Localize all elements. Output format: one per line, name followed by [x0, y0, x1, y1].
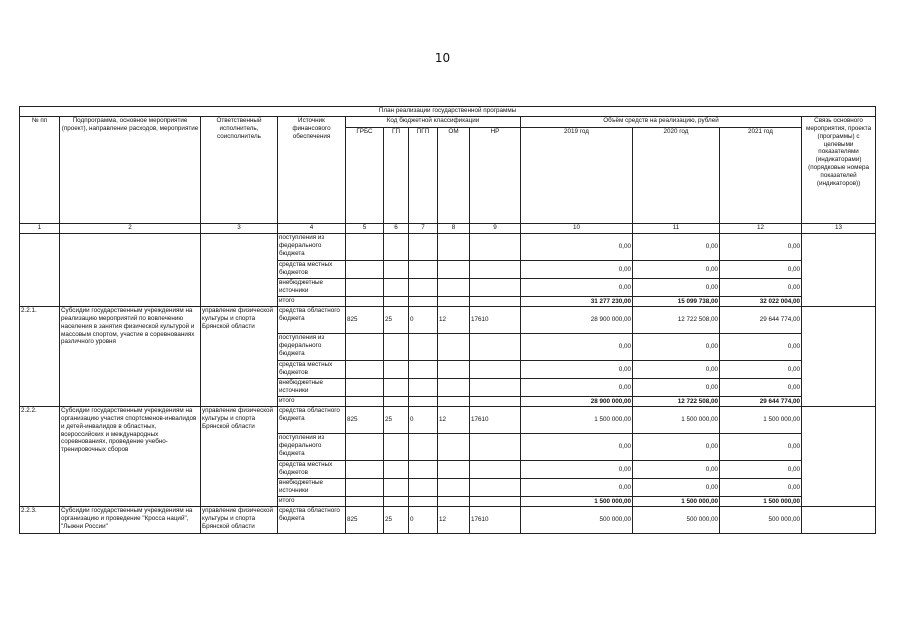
amount-2019: 28 900 000,00 — [521, 307, 633, 334]
amount-2019: 0,00 — [521, 234, 633, 261]
num-cell: 2.2.2. — [20, 407, 60, 507]
responsible-cell: управление физической культуры и спорта Брянской области — [201, 507, 278, 534]
name-cell: Субсидии государственным учреждениям на организацию и проведение "Кросса наций", "Лыжни России" — [60, 507, 201, 534]
grbs-cell — [346, 261, 384, 279]
header-2021: 2021 год — [720, 128, 802, 224]
col-number: 9 — [470, 224, 521, 234]
om-cell — [438, 361, 470, 379]
col-number: 12 — [720, 224, 802, 234]
source-cell: поступления из федерального бюджета — [278, 234, 346, 261]
total-2021: 32 022 004,00 — [720, 297, 802, 307]
gp-cell: 25 — [384, 407, 409, 434]
pgp-cell — [409, 361, 438, 379]
responsible-cell: управление физической культуры и спорта Брянской области — [201, 407, 278, 507]
source-cell: средства местных бюджетов — [278, 261, 346, 279]
source-cell: внебюджетные источники — [278, 379, 346, 397]
gp-cell: 25 — [384, 507, 409, 534]
pgp-cell — [409, 461, 438, 479]
source-cell: средства местных бюджетов — [278, 361, 346, 379]
page-number: 10 — [434, 51, 451, 65]
amount-2021: 0,00 — [720, 279, 802, 297]
amount-2020: 0,00 — [633, 334, 720, 361]
nr-cell — [470, 397, 521, 407]
link-cell — [802, 507, 876, 534]
nr-cell — [470, 261, 521, 279]
col-number: 13 — [802, 224, 876, 234]
nr-cell: 17610 — [470, 407, 521, 434]
nr-cell — [470, 497, 521, 507]
col-number: 1 — [20, 224, 60, 234]
source-cell: итого — [278, 397, 346, 407]
header-name: Подпрограмма, основное мероприятие (проект), направление расходов, мероприятие — [60, 117, 201, 224]
om-cell — [438, 334, 470, 361]
pgp-cell — [409, 261, 438, 279]
amount-2019: 0,00 — [521, 261, 633, 279]
gp-cell — [384, 361, 409, 379]
om-cell — [438, 379, 470, 397]
om-cell — [438, 234, 470, 261]
nr-cell — [470, 297, 521, 307]
table-title: План реализации государственной программы — [20, 107, 876, 117]
nr-cell — [470, 279, 521, 297]
grbs-cell: 825 — [346, 407, 384, 434]
col-number: 2 — [60, 224, 201, 234]
gp-cell — [384, 479, 409, 497]
amount-2020: 0,00 — [633, 261, 720, 279]
amount-2019: 0,00 — [521, 434, 633, 461]
plan-table — [19, 106, 876, 534]
header-num: № пп — [20, 117, 60, 224]
responsible-cell — [201, 234, 278, 307]
col-number: 8 — [438, 224, 470, 234]
amount-2020: 0,00 — [633, 379, 720, 397]
amount-2019: 500 000,00 — [521, 507, 633, 534]
source-cell: внебюджетные источники — [278, 279, 346, 297]
om-cell: 12 — [438, 307, 470, 334]
om-cell — [438, 434, 470, 461]
amount-2019: 0,00 — [521, 279, 633, 297]
header-om: ОМ — [438, 128, 470, 224]
om-cell — [438, 297, 470, 307]
grbs-cell — [346, 397, 384, 407]
col-number: 7 — [409, 224, 438, 234]
grbs-cell — [346, 297, 384, 307]
num-cell: 2.2.1. — [20, 307, 60, 407]
gp-cell — [384, 279, 409, 297]
name-cell — [60, 234, 201, 307]
amount-2021: 0,00 — [720, 461, 802, 479]
source-cell: средства областного бюджета — [278, 407, 346, 434]
total-2019: 1 500 000,00 — [521, 497, 633, 507]
amount-2020: 0,00 — [633, 279, 720, 297]
header-nr: НР — [470, 128, 521, 224]
total-2020: 15 099 738,00 — [633, 297, 720, 307]
grbs-cell — [346, 461, 384, 479]
pgp-cell: 0 — [409, 507, 438, 534]
header-2019: 2019 год — [521, 128, 633, 224]
header-source: Источник финансового обеспечения — [278, 117, 346, 224]
amount-2021: 0,00 — [720, 379, 802, 397]
amount-2021: 0,00 — [720, 361, 802, 379]
source-cell: средства областного бюджета — [278, 307, 346, 334]
header-grbs: ГРБС — [346, 128, 384, 224]
gp-cell — [384, 261, 409, 279]
header-gp: ГП — [384, 128, 409, 224]
gp-cell — [384, 434, 409, 461]
pgp-cell: 0 — [409, 407, 438, 434]
table-row — [20, 507, 876, 534]
grbs-cell — [346, 234, 384, 261]
link-cell — [802, 234, 876, 307]
total-2019: 31 277 230,00 — [521, 297, 633, 307]
header-responsible: Ответственный исполнитель, соисполнитель — [201, 117, 278, 224]
col-number: 6 — [384, 224, 409, 234]
name-cell: Субсидии государственным учреждениям на организацию участия спортсменов-инвалидов и детей-инвалидов в областных, всероссийских и международных соревнованиях, проведение учебно-тренировочных сборов — [60, 407, 201, 507]
source-cell: внебюджетные источники — [278, 479, 346, 497]
nr-cell — [470, 461, 521, 479]
nr-cell — [470, 361, 521, 379]
grbs-cell — [346, 279, 384, 297]
grbs-cell — [346, 497, 384, 507]
gp-cell — [384, 379, 409, 397]
grbs-cell — [346, 361, 384, 379]
amount-2021: 0,00 — [720, 434, 802, 461]
om-cell: 12 — [438, 407, 470, 434]
total-2020: 1 500 000,00 — [633, 497, 720, 507]
pgp-cell — [409, 434, 438, 461]
grbs-cell: 825 — [346, 507, 384, 534]
num-cell: 2.2.3. — [20, 507, 60, 534]
nr-cell: 17610 — [470, 307, 521, 334]
grbs-cell — [346, 434, 384, 461]
col-number: 3 — [201, 224, 278, 234]
amount-2019: 0,00 — [521, 461, 633, 479]
pgp-cell: 0 — [409, 307, 438, 334]
gp-cell — [384, 334, 409, 361]
gp-cell — [384, 497, 409, 507]
source-cell: средства областного бюджета — [278, 507, 346, 534]
name-cell: Субсидии государственным учреждениям на реализацию мероприятий по вовлечению населения в занятия физической культурой и массовым спортом, участие в соревнованиях различного уровня — [60, 307, 201, 407]
header-volume: Объём средств на реализацию, рублей — [521, 117, 802, 128]
amount-2021: 1 500 000,00 — [720, 407, 802, 434]
col-number: 4 — [278, 224, 346, 234]
table-row — [20, 407, 876, 434]
source-cell: средства местных бюджетов — [278, 461, 346, 479]
pgp-cell — [409, 397, 438, 407]
om-cell — [438, 479, 470, 497]
amount-2021: 29 644 774,00 — [720, 307, 802, 334]
col-number: 11 — [633, 224, 720, 234]
link-cell — [802, 407, 876, 507]
num-cell — [20, 234, 60, 307]
col-number: 10 — [521, 224, 633, 234]
amount-2021: 0,00 — [720, 234, 802, 261]
header-link: Связь основного мероприятия, проекта (программы) с целевыми показателями (индикаторами) (порядковые номера показателей (индикаторов)) — [802, 117, 876, 224]
grbs-cell — [346, 479, 384, 497]
nr-cell — [470, 379, 521, 397]
total-2020: 12 722 508,00 — [633, 397, 720, 407]
gp-cell: 25 — [384, 307, 409, 334]
table-row — [20, 234, 876, 261]
amount-2021: 0,00 — [720, 334, 802, 361]
amount-2020: 500 000,00 — [633, 507, 720, 534]
header-budget-classification: Код бюджетной классификации — [346, 117, 521, 128]
nr-cell — [470, 434, 521, 461]
total-2019: 28 900 000,00 — [521, 397, 633, 407]
amount-2019: 0,00 — [521, 334, 633, 361]
gp-cell — [384, 397, 409, 407]
pgp-cell — [409, 497, 438, 507]
om-cell — [438, 461, 470, 479]
table-row — [20, 307, 876, 334]
source-cell: итого — [278, 497, 346, 507]
pgp-cell — [409, 479, 438, 497]
header-pgp: ПГП — [409, 128, 438, 224]
amount-2020: 12 722 508,00 — [633, 307, 720, 334]
total-2021: 29 644 774,00 — [720, 397, 802, 407]
responsible-cell: управление физической культуры и спорта Брянской области — [201, 307, 278, 407]
amount-2020: 0,00 — [633, 434, 720, 461]
nr-cell — [470, 479, 521, 497]
pgp-cell — [409, 279, 438, 297]
om-cell — [438, 261, 470, 279]
amount-2020: 0,00 — [633, 234, 720, 261]
pgp-cell — [409, 297, 438, 307]
om-cell — [438, 497, 470, 507]
pgp-cell — [409, 234, 438, 261]
amount-2020: 0,00 — [633, 479, 720, 497]
link-cell — [802, 307, 876, 407]
header-2020: 2020 год — [633, 128, 720, 224]
nr-cell — [470, 334, 521, 361]
om-cell: 12 — [438, 507, 470, 534]
amount-2021: 0,00 — [720, 261, 802, 279]
col-number: 5 — [346, 224, 384, 234]
om-cell — [438, 279, 470, 297]
nr-cell — [470, 234, 521, 261]
total-2021: 1 500 000,00 — [720, 497, 802, 507]
gp-cell — [384, 297, 409, 307]
grbs-cell — [346, 334, 384, 361]
amount-2021: 500 000,00 — [720, 507, 802, 534]
om-cell — [438, 397, 470, 407]
amount-2019: 1 500 000,00 — [521, 407, 633, 434]
amount-2019: 0,00 — [521, 379, 633, 397]
grbs-cell: 825 — [346, 307, 384, 334]
gp-cell — [384, 461, 409, 479]
pgp-cell — [409, 379, 438, 397]
source-cell: поступления из федерального бюджета — [278, 434, 346, 461]
amount-2019: 0,00 — [521, 479, 633, 497]
grbs-cell — [346, 379, 384, 397]
amount-2020: 0,00 — [633, 461, 720, 479]
amount-2020: 0,00 — [633, 361, 720, 379]
amount-2021: 0,00 — [720, 479, 802, 497]
pgp-cell — [409, 334, 438, 361]
nr-cell: 17610 — [470, 507, 521, 534]
source-cell: итого — [278, 297, 346, 307]
amount-2019: 0,00 — [521, 361, 633, 379]
source-cell: поступления из федерального бюджета — [278, 334, 346, 361]
amount-2020: 1 500 000,00 — [633, 407, 720, 434]
gp-cell — [384, 234, 409, 261]
